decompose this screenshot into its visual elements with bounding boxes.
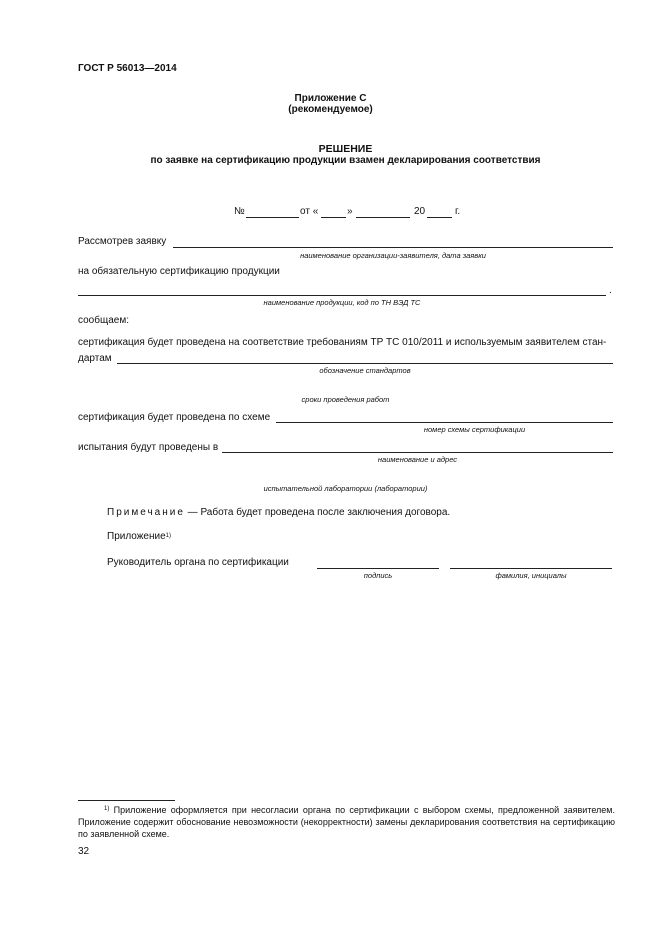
inform-label: сообщаем: xyxy=(78,315,129,326)
product-end-dot: . xyxy=(609,285,612,296)
scheme-field[interactable] xyxy=(276,422,613,423)
standard-header: ГОСТ Р 56013—2014 xyxy=(78,63,177,74)
product-field[interactable] xyxy=(78,295,606,296)
name-field[interactable] xyxy=(450,568,612,569)
tests-caption: наименование и адрес xyxy=(377,455,458,464)
day-field[interactable] xyxy=(321,217,346,218)
signature-field[interactable] xyxy=(317,568,439,569)
attachment xyxy=(107,531,171,543)
terms-caption: сроки проведения работ xyxy=(301,395,390,404)
footnote-text: Приложение оформляется при несогласии органа по сертификации с выбором схемы, предложенной заявителем. Приложение содержит обоснование невозможности (некорректности) замены декларирования соответствия на сертификацию по заявленной схеме. xyxy=(78,805,615,839)
note-dash: — xyxy=(187,507,198,518)
footnote-mark: 1) xyxy=(104,806,110,812)
note-label: Примечание xyxy=(107,507,185,518)
tests-field[interactable] xyxy=(222,452,613,453)
standards-caption: обозначение стандартов xyxy=(319,366,411,375)
year-field[interactable] xyxy=(427,217,452,218)
applicant-field[interactable] xyxy=(173,247,613,248)
tests-label: испытания будут проведены в xyxy=(78,442,219,453)
product-caption: наименование продукции, код по ТН ВЭД ТС xyxy=(263,298,421,307)
name-caption: фамилия, инициалы xyxy=(495,571,567,580)
note xyxy=(107,507,450,519)
attachment-label: Приложение xyxy=(107,531,166,542)
number-field[interactable] xyxy=(246,217,299,218)
footnote xyxy=(78,804,615,840)
decision-title: РЕШЕНИЕ xyxy=(318,143,373,155)
month-field[interactable] xyxy=(356,217,410,218)
mandatory-label: на обязательную сертификацию продукции xyxy=(78,266,280,277)
from-label: от « xyxy=(300,206,319,217)
signature-caption: подпись xyxy=(363,571,393,580)
signature-label: Руководитель органа по сертификации xyxy=(107,557,289,568)
year-prefix: 20 xyxy=(414,206,426,217)
note-text: Работа будет проведена после заключения договора. xyxy=(200,507,451,518)
scheme-label: сертификация будет проведена по схеме xyxy=(78,412,271,423)
page-number: 32 xyxy=(78,846,90,857)
close-quote: » xyxy=(347,206,353,217)
appendix-title: Приложение С xyxy=(294,93,367,104)
cert-text-line1: сертификация будет проведена на соответствие требованиям ТР ТС 010/2011 и используемым заявителем стан- xyxy=(78,337,607,348)
appendix-subtitle: (рекомендуемое) xyxy=(288,104,373,115)
attachment-footnote-mark: 1) xyxy=(165,533,171,539)
cert-text-line2: дартам xyxy=(78,353,112,364)
standards-field[interactable] xyxy=(117,363,613,364)
year-suffix: г. xyxy=(455,206,461,217)
scheme-caption: номер схемы сертификации xyxy=(423,425,526,434)
considered-label: Рассмотрев заявку xyxy=(78,236,167,247)
applicant-caption: наименование организации-заявителя, дата заявки xyxy=(300,251,486,260)
number-sign: № xyxy=(234,206,245,217)
decision-subtitle: по заявке на сертификацию продукции взамен декларирования соответствия xyxy=(150,155,541,166)
lab-caption: испытательной лаборатории (лаборатории) xyxy=(263,484,428,493)
footnote-separator xyxy=(78,800,175,801)
